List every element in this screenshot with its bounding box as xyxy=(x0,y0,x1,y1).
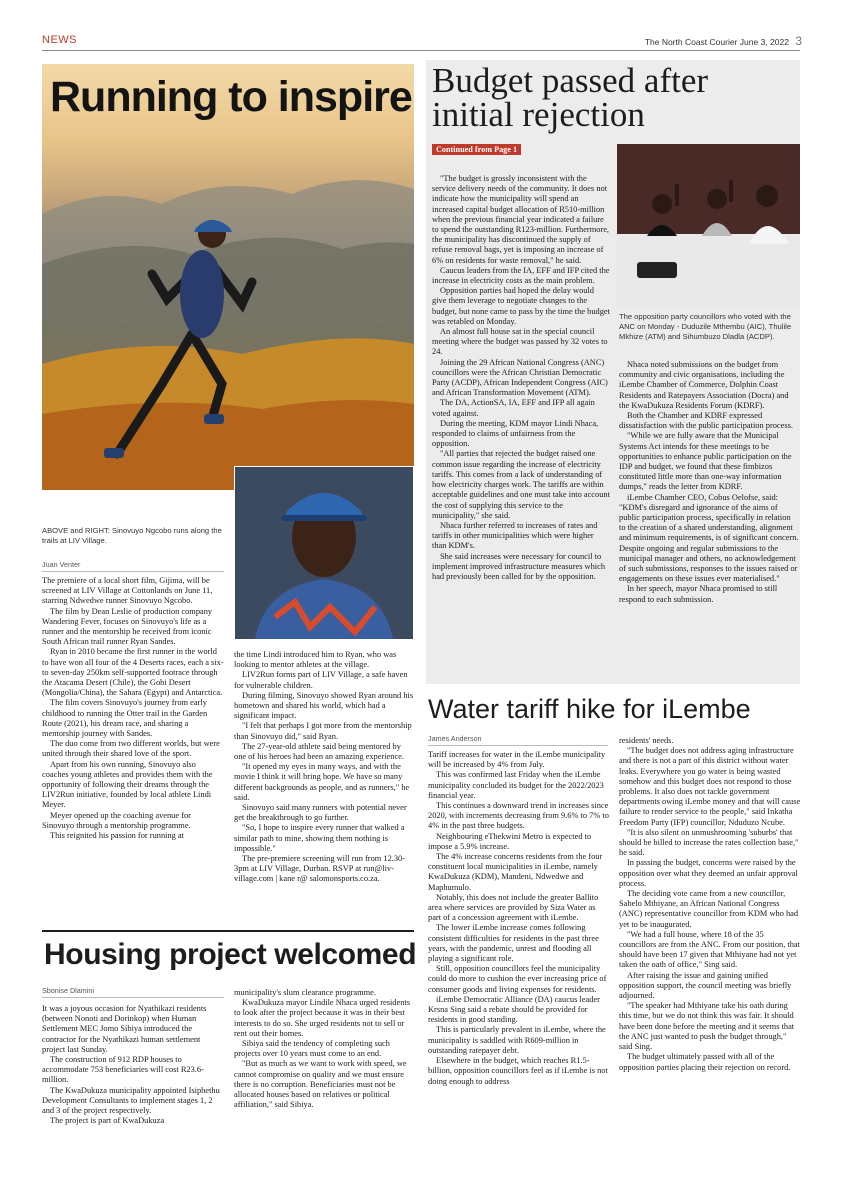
housing-column-2 xyxy=(234,988,414,1110)
paragraph: The deciding vote came from a new councillor, Sabelo Mthiyane, an African National Congress (ANC) representative councillor from KDM who had yet to be inaugurated. xyxy=(619,889,799,929)
paragraph: The KwaDukuza municipality appointed Isiphethu Development Consultants to implement stages 1, 2 and 3 of the project respectively. xyxy=(42,1085,220,1116)
paragraph: The duo come from two different worlds, but were united through their shared love of the sport. xyxy=(42,739,220,759)
housing-column-1 xyxy=(42,1004,224,1126)
paragraph: "It opened my eyes in many ways, and with the movie I think it will bring hope. We have so many different backgrounds as people, and as runners," he said. xyxy=(234,762,410,802)
paragraph: Sinovuyo said many runners with potential never get the breakthrough to go further. xyxy=(234,803,407,823)
paragraph: Nhaca noted submissions on the budget from community and civic organisations, including the iLembe Chamber of Commerce, Dolphin Coast Residents and Ratepayers Association (Docra) and the KwaDukuza Residents Forum (KDRF). xyxy=(619,360,789,410)
running-column-1 xyxy=(42,576,224,841)
paragraph: After raising the issue and gaining unified opposition support, the council meeting was briefly adjourned. xyxy=(619,970,792,1001)
paragraph: The 27-year-old athlete said being mentored by one of his heroes had been an amazing experience. xyxy=(234,741,404,762)
paragraph: The premiere of a local short film, Gijima, will be screened at LIV Village at Cottonlands on June 11, starring Ndwedwe runner Sinovuyo Ngcobo. xyxy=(42,576,213,606)
paragraph: The lower iLembe increase comes following consistent difficulties for residents in the past three years, with the pandemic, unrest and flooding all playing a significant role. xyxy=(428,923,599,964)
paragraph: "The speaker had Mthiyane take his oath during this time, but we do not think this was fair. It should have been done before the meeting and it seems that the ANC just wanted to push the budget through," said Sing. xyxy=(619,1001,795,1052)
paragraph: iLembe Chamber CEO, Cobus Oelofse, said: "KDM's disregard and ignorance of the aims of public participation process, specifically in relation to the creation of a shared understanding, alignment and minimum requirements, is of significant concern. Despite ongoing and regular submissions to the municipal manager and others, no acknowledgement of such submissions, responses to the issues raised or engagements on these issues ever materialised." xyxy=(619,492,799,584)
header-rule xyxy=(42,50,800,51)
paragraph: Sibiya said the tendency of completing such projects over 10 years must come to an end. xyxy=(234,1039,390,1059)
water-column-1 xyxy=(428,750,610,1087)
paragraph: "While we are fully aware that the Municipal Systems Act intends for these meetings to be opportunities to enhance public participation on the IDP and budget, we found that these fimbizos constituted little more than one-way information dumps," reads the letter from KDRF. xyxy=(619,431,792,492)
paragraph: She said increases were necessary for council to implement improved infrastructure measures which had previously been called for by the opposition. xyxy=(432,551,606,581)
runner-illustration xyxy=(42,64,414,490)
paragraph: Apart from his own running, Sinovuyo also coaches young athletes and provides them with the opportunity of following their dreams through the LIV2Run initiative, founded by local athlete Lindi Meyer. xyxy=(42,759,213,810)
paragraph: The construction of 912 RDP houses to accommodate 753 beneficiaries will cost R23.6-million. xyxy=(42,1055,204,1085)
paragraph: The pre-premiere screening will run from 12.30-3pm at LIV Village, Durban. RSVP at run@liv-village.com | kane r@ salomonsports.co.za. xyxy=(234,854,406,884)
paragraph: An almost full house sat in the special council meeting where the budget was passed by 32 votes to 24. xyxy=(432,327,608,357)
paragraph: This is particularly prevalent in iLembe, where the municipality is saddled with R609-million in outstanding ratepayer debt. xyxy=(428,1025,606,1055)
running-column-2 xyxy=(234,650,414,885)
paragraph: "It is also silent on unmushrooming 'suburbs' that should be billed to increase the rates collection base," he said. xyxy=(619,827,799,858)
paragraph: "So, I hope to inspire every runner that walked a similar path to mine, showing them nothing is impossible." xyxy=(234,823,405,853)
water-column-2 xyxy=(619,736,801,1073)
paragraph: KwaDukuza mayor Lindile Nhaca urged residents to look after the project because it was in their best interests to do so. She urged residents not to sell or rent out their homes. xyxy=(234,998,410,1038)
paragraph: the time Lindi introduced him to Ryan, who was looking to mentor athletes at the village. xyxy=(234,650,397,670)
paragraph: Still, opposition councillors feel the municipality could do more to cushion the ever increasing price of consumer goods and living expenses for residents. xyxy=(428,964,607,994)
paragraph: This reignited his passion for running at xyxy=(50,831,184,841)
water-headline: Water tariff hike for iLembe xyxy=(428,694,751,724)
paragraph: Meyer opened up the coaching avenue for Sinovuyo through a mentorship programme. xyxy=(42,810,191,830)
housing-rule xyxy=(42,930,414,932)
runner-photo xyxy=(42,64,414,490)
paragraph: "But as much as we want to work with speed, we cannot compromise on quality and we must ensure there is no corruption. Beneficiaries must not be allocated houses based on relatives or political affiliation," said Sibiya. xyxy=(234,1059,407,1110)
paragraph: This continues a downward trend in increases since 2020, with increments decreasing from 9.6% to 7% to 4% in the past three budgets. xyxy=(428,801,609,831)
paragraph: iLembe Democratic Alliance (DA) caucus leader Krsna Sing said a rebate should be provided for residents in good standing. xyxy=(428,994,600,1025)
paragraph: The 4% increase concerns residents from the four constituent local municipalities in iLembe, namely KwaDukuza (KDM), Mandeni, Ndwedwe and Maphumulo. xyxy=(428,852,603,892)
paragraph: Notably, this does not include the greater Ballito area where services are provided by Siza Water as part of a concession agreement with iLembe. xyxy=(428,892,599,923)
paragraph: The DA, ActionSA, IA, EFF and IFP all again voted against. xyxy=(432,398,595,418)
paragraph: Both the Chamber and KDRF expressed dissatisfaction with the public participation process. xyxy=(619,411,793,431)
meeting-illustration xyxy=(617,144,800,308)
publication-name: The North Coast Courier xyxy=(644,37,738,47)
paragraph: Neighbouring eThekwini Metro is expected to impose a 5.9% increase. xyxy=(428,831,592,851)
paragraph: The film covers Sinovuyo's journey from early childhood to running the Otter trail in the Garden Route (2021), his dream race, and sharing a mentorship journey with Sandes. xyxy=(42,698,208,739)
paragraph: municipality's slum clearance programme. xyxy=(234,988,376,997)
council-meeting-photo xyxy=(617,144,800,308)
paragraph: Opposition parties had hoped the delay would give them leverage to negotiate changes to the budget, but none came to pass by the time the budget was retabled on Monday. xyxy=(432,286,610,326)
paragraph: "The budget does not address aging infrastructure and there is not a part of this district without water leaks. Everywhere you go water is being wasted somehow and this budget does not respond to those problems. It also does not tackle government departments owing iLembe money and that will cause failure to render service to the people," said Inkatha Freedom Party (IFP) councillor, Nduduzo Ncube. xyxy=(619,746,801,827)
budget-headline: Budget passed after initial rejection xyxy=(432,61,709,134)
paragraph: The budget ultimately passed with all of the opposition parties placing their rejection on record. xyxy=(619,1052,791,1072)
publication-date: June 3, 2022 xyxy=(739,37,789,47)
continued-tag: Continued from Page 1 xyxy=(432,144,521,155)
section-label: NEWS xyxy=(42,34,77,46)
paragraph: "We had a full house, where 18 of the 35 councillors are from the ANC. From our position, that should have been 17 given that Mthiyane had not yet taken the oath of office," Sing said. xyxy=(619,929,800,970)
paragraph: The film by Dean Leslie of production company Wandering Fever, focuses on Sinovuyo's life as a runner and the mentorship he received from iconic South African trail runner Ryan Sandes. xyxy=(42,606,213,647)
running-photo-caption: ABOVE and RIGHT: Sinovuyo Ngcobo runs along the trails at LIV Village. xyxy=(42,526,222,545)
paragraph: During the meeting, KDM mayor Lindi Nhaca, responded to claims of unfairness from the opposition. xyxy=(432,418,599,449)
paragraph: This was confirmed last Friday when the iLembe municipality concluded its budget for the 2022/2023 financial year. xyxy=(428,770,604,800)
paragraph: Caucus leaders from the IA, EFF and IFP cited the increase in electricity costs as the main problem. xyxy=(432,265,610,286)
paragraph: Nhaca further referred to increases of rates and tariffs in other municipalities which were higher than KDM's. xyxy=(432,520,598,551)
portrait-illustration xyxy=(235,467,413,639)
paragraph: "All parties that rejected the budget raised one common issue regarding the increase of electricity tariffs. This comes from a lack of understanding of how electricity charges work. The tariffs are within acceptable guidelines and one must take into account the cost of supplying this service to the municipality," she said. xyxy=(432,449,610,520)
masthead-info xyxy=(645,34,802,48)
running-byline: Juan Venter xyxy=(42,560,224,572)
meeting-photo-caption: The opposition party councillors who voted with the ANC on Monday - Duduzile Mthembu (AIC), Thulile Mkhize (ATM) and Sihumbuzo Dladla (ACDP). xyxy=(619,312,792,341)
housing-byline: Sbonise Dlamini xyxy=(42,986,224,998)
paragraph: Elsewhere in the budget, which reaches R1.5-billion, opposition councillors feel as if iLembe is not doing enough to address xyxy=(428,1056,608,1086)
paragraph: In passing the budget, concerns were raised by the opposition over what they deemed an unfair approval process. xyxy=(619,858,798,888)
page-number: 3 xyxy=(795,34,802,48)
paragraph: Tariff increases for water in the iLembe municipality will be increased by 4% from July. xyxy=(428,750,606,770)
budget-column-2 xyxy=(619,360,799,605)
paragraph: During filming, Sinovuyo showed Ryan around his hometown and shared his world, which had a significant impact. xyxy=(234,690,414,721)
paragraph: The project is part of KwaDukuza xyxy=(50,1116,165,1126)
housing-headline: Housing project welcomed xyxy=(44,938,417,971)
paragraph: "The budget is grossly inconsistent with the service delivery needs of the community. It does not indicate how the municipality will spend an increased capital budget allocation of R510-million when the previous financial year indicated a failure to spend the outstanding R123-million. Furthermore, the municipality has discontinued the supply of refuse removal bags, yet is imposing an increase of 6% on residents for waste removal," he said. xyxy=(432,174,610,265)
running-headline: Running to inspire xyxy=(50,73,412,121)
runner-portrait-photo xyxy=(234,466,414,640)
paragraph: Joining the 29 African National Congress (ANC) councillors were the African Christian Democratic Party (ACDP), African Independent Congress (AIC) and African Transformation Movement (ATM). xyxy=(432,357,608,398)
paragraph: Ryan in 2010 became the first runner in the world to have won all four of the 4 Deserts races, each a six-to seven-day 250km self-supported footrace through the Atacama Desert (Chile), the Gobi Desert (Mongolia/China), the Sahara (Egypt) and Antarctica. xyxy=(42,647,224,698)
water-byline: James Anderson xyxy=(428,734,608,746)
paragraph: In her speech, mayor Nhaca promised to still respond to each submission. xyxy=(619,584,778,604)
paragraph: It was a joyous occasion for Nyathikazi residents (between Nonoti and Dorinkop) when Human Settlement MEC Jomo Sibiya introduced the contractor for the Nyathikazi human settlement project last Sunday. xyxy=(42,1004,207,1054)
paragraph: "I felt that perhaps I got more from the mentorship than Sinovuyo did," said Ryan. xyxy=(234,721,412,741)
paragraph: LIV2Run forms part of LIV Village, a safe haven for vulnerable children. xyxy=(234,670,408,690)
paragraph: residents' needs. xyxy=(619,736,674,745)
budget-column-1 xyxy=(432,174,610,582)
